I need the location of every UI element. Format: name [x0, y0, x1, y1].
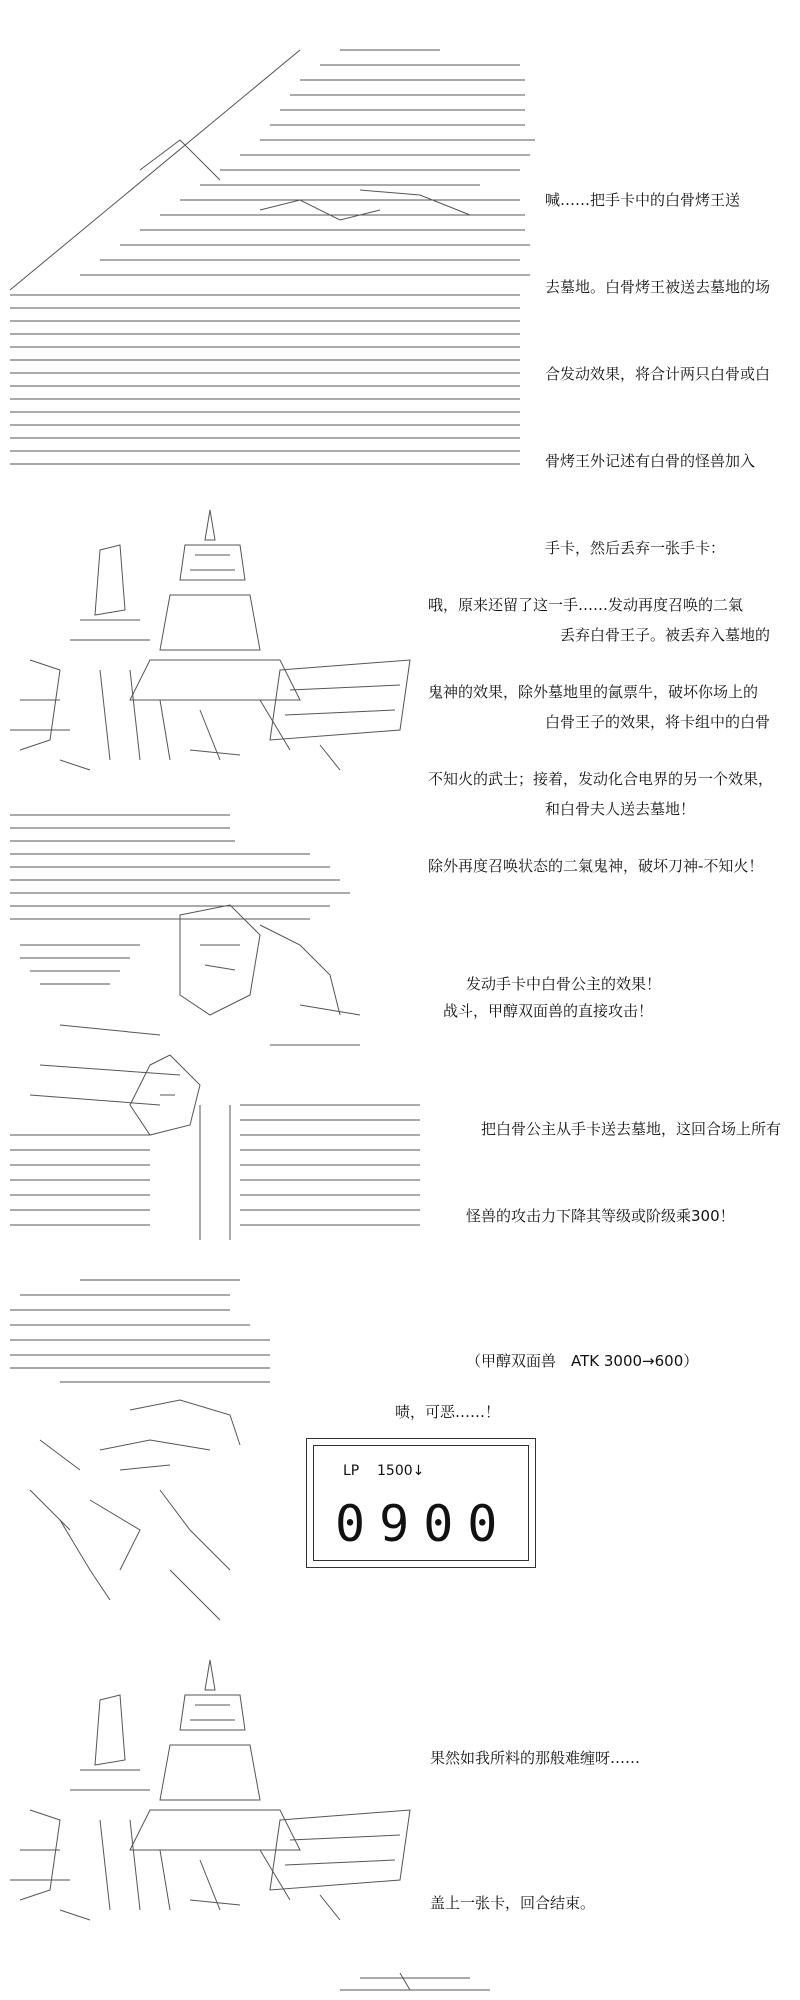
dialogue-line: 骨烤王外记述有白骨的怪兽加入 — [545, 452, 756, 470]
dialogue-line: 盖上一张卡，回合结束。 — [430, 1894, 596, 1912]
dialogue-line: 把白骨公主从手卡送去墓地，这回合场上所有 — [466, 1120, 782, 1138]
dialogue-line: 和白骨夫人送去墓地！ — [545, 800, 696, 818]
ascii-art-beast-1 — [0, 20, 560, 470]
ascii-art-warrior-2 — [0, 1650, 420, 1940]
dialogue-line: 鬼神的效果，除外墓地里的氤票牛，破坏你场上的 — [428, 683, 759, 701]
dialogue-line: 喊……把手卡中的白骨烤王送 — [545, 191, 741, 209]
dialogue-line: 除外再度召唤状态的二氣鬼神，破坏刀神-不知火！ — [428, 857, 764, 875]
lp-change: 1500↓ — [377, 1463, 425, 1479]
dialogue-line: 白骨王子的效果，将卡组中的白骨 — [545, 713, 771, 731]
ascii-art-warrior-1 — [0, 500, 420, 780]
life-points-display — [306, 1438, 536, 1568]
ascii-art-princess — [0, 805, 430, 1245]
dialogue-panel-5 — [430, 1686, 790, 1976]
dialogue-line: 啧，可恶……！ — [395, 1403, 501, 1421]
dialogue-line: 手卡，然后丢弃一张手卡： — [545, 539, 726, 557]
dialogue-line: （甲醇双面兽 ATK 3000→600） — [466, 1352, 699, 1370]
ascii-art-fragment — [320, 1968, 520, 1998]
dialogue-line: 战斗，甲醇双面兽的直接攻击！ — [428, 1002, 654, 1020]
dialogue-line: 丢弃白骨王子。被丢弃入墓地的 — [545, 626, 771, 644]
dialogue-line: 怪兽的攻击力下降其等级或阶级乘300！ — [466, 1207, 735, 1225]
dialogue-line: 发动手卡中白骨公主的效果！ — [466, 975, 662, 993]
dialogue-line: 不知火的武士；接着，发动化合电界的另一个效果， — [428, 770, 774, 788]
lp-label: LP — [343, 1463, 360, 1479]
ascii-art-beast-2 — [0, 1270, 300, 1630]
dialogue-line: 果然如我所料的那般难缠呀…… — [430, 1749, 641, 1767]
dialogue-line: 合发动效果，将合计两只白骨或白 — [545, 365, 771, 383]
dialogue-line: 去墓地。白骨烤王被送去墓地的场 — [545, 278, 771, 296]
lp-value: 0900 — [335, 1495, 512, 1553]
dialogue-line: 哦，原来还留了这一手……发动再度召唤的二氣 — [428, 596, 744, 614]
